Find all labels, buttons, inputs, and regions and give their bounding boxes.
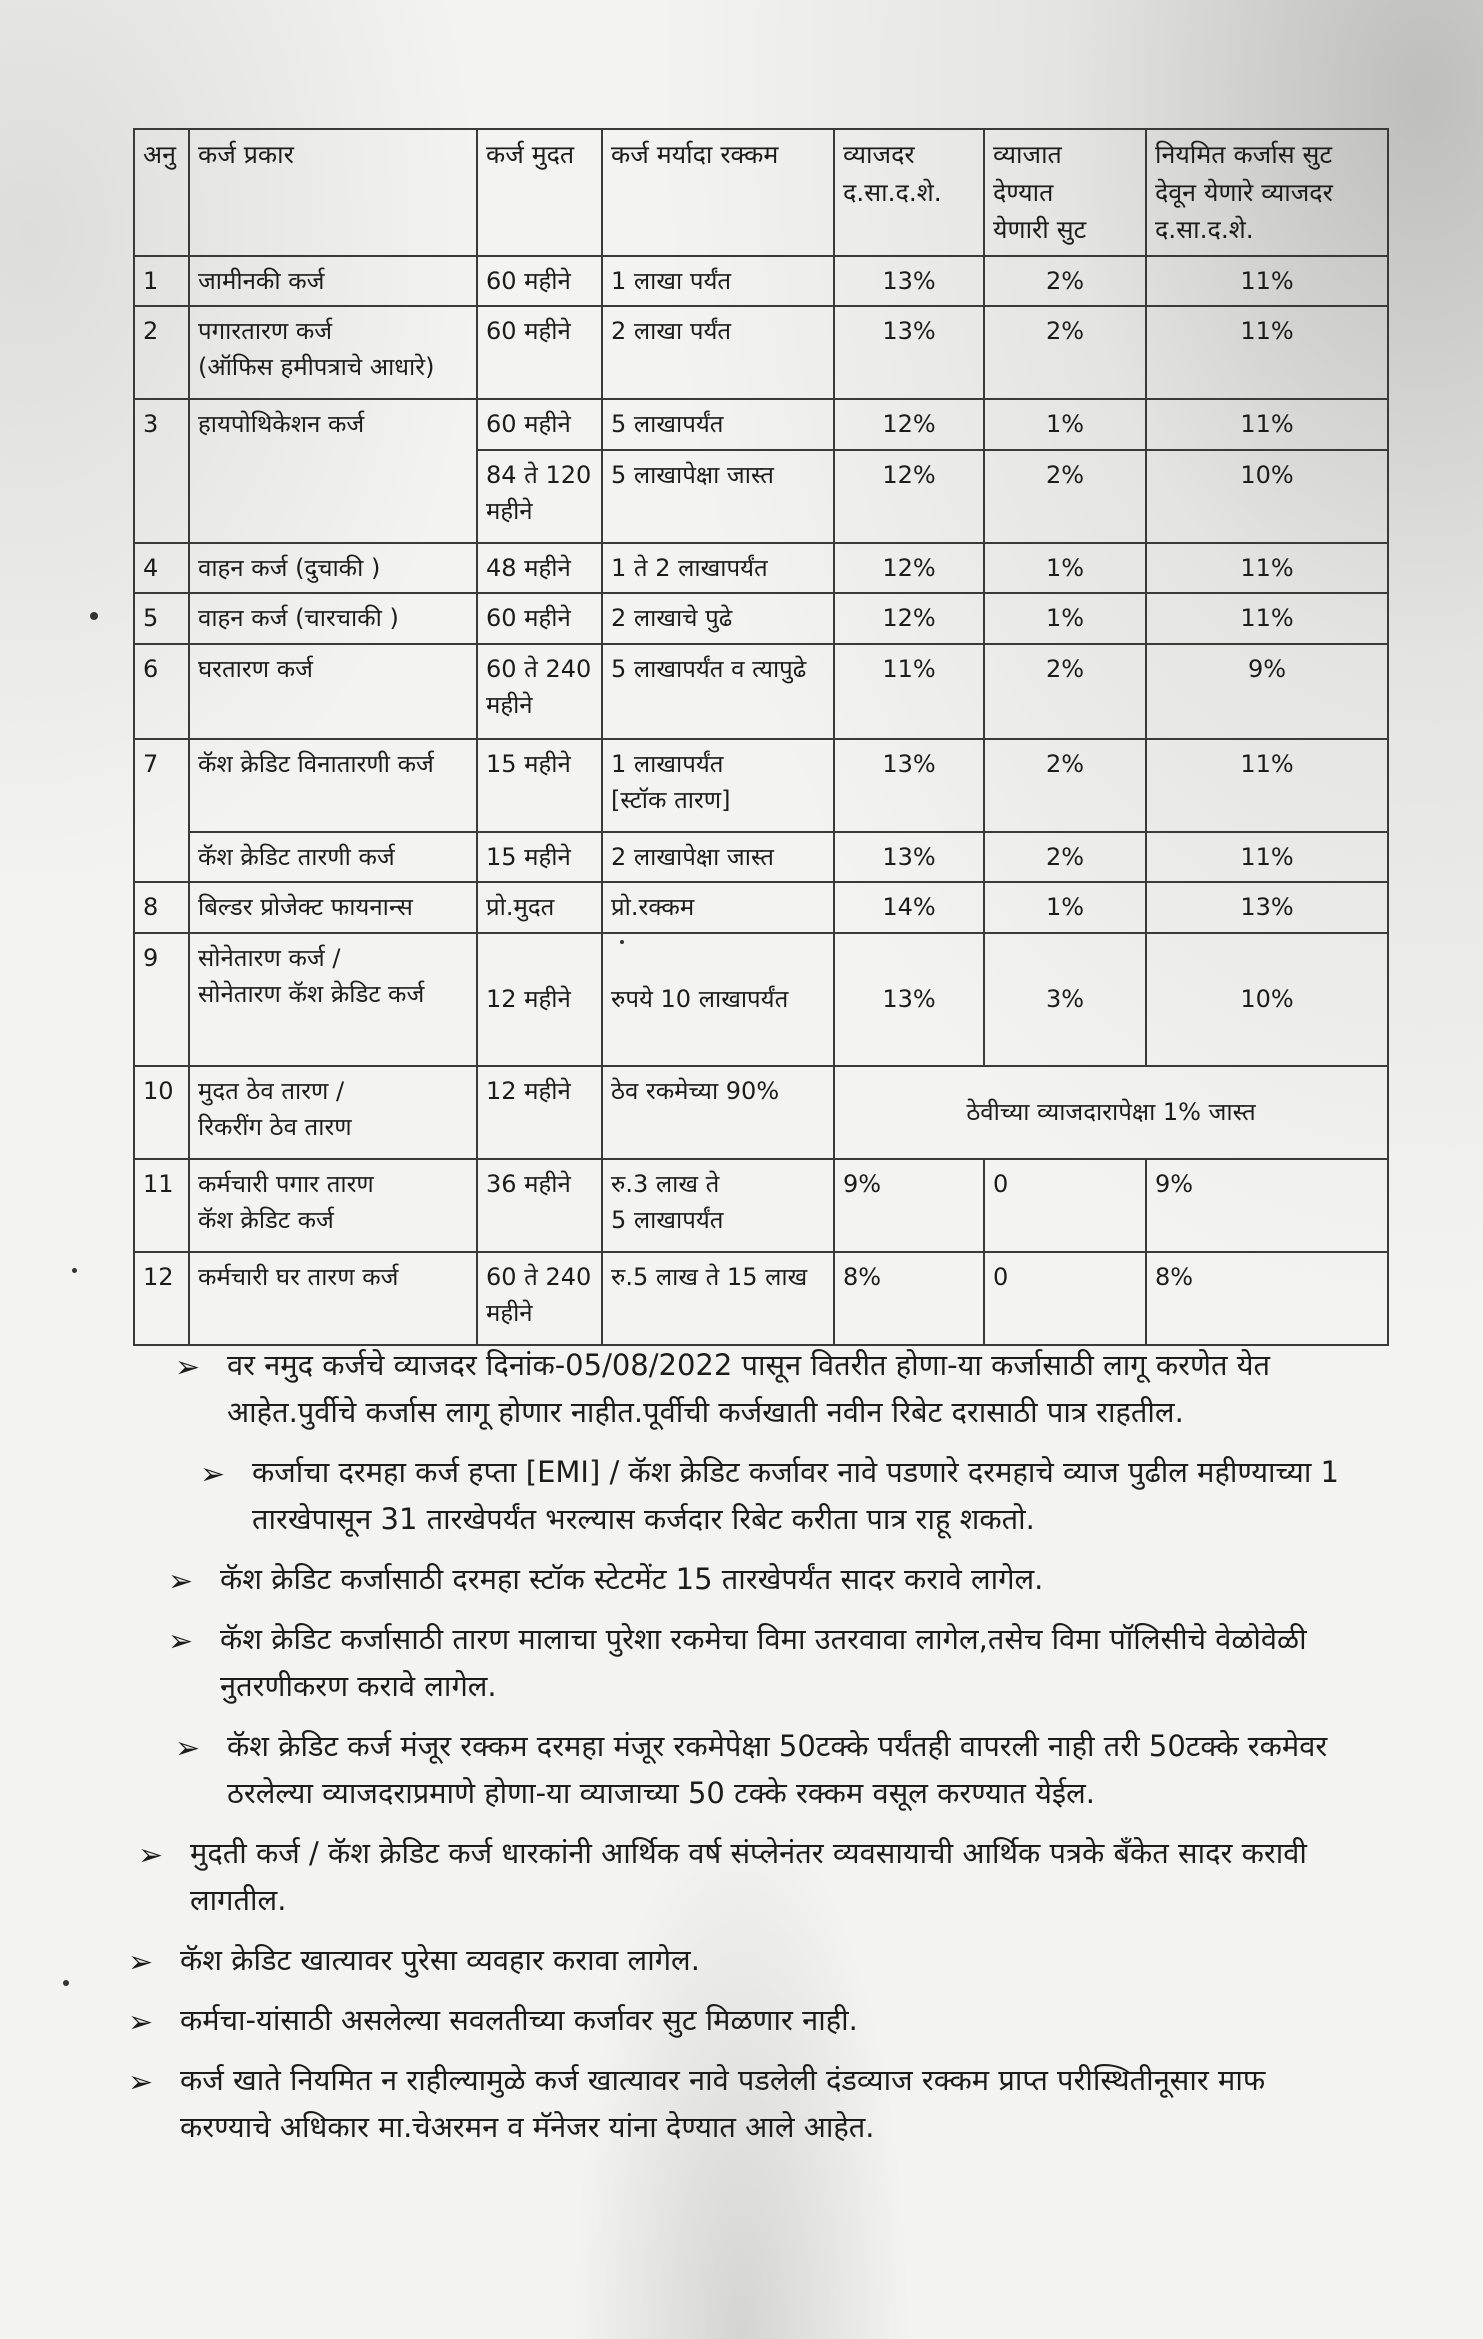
terms-notes-list (120, 1342, 1350, 2164)
list-item (175, 1723, 1350, 1817)
cell-rate: 13% (834, 256, 984, 307)
arrow-bullet-icon: ➢ (175, 1730, 201, 1766)
cell-limit: 5 लाखापर्यंत व त्यापुढे (602, 644, 834, 739)
cell-rebate: 2% (984, 256, 1146, 307)
cell-term: 15 महीने (477, 832, 602, 883)
cell-loan-type: घरतारण कर्ज (189, 644, 477, 739)
cell-rate: 12% (834, 450, 984, 543)
cell-term: प्रो.मुदत (477, 882, 602, 933)
cell-term: 48 महीने (477, 543, 602, 594)
header-rate: व्याजदर द.सा.द.शे. (834, 129, 984, 256)
table-row (134, 882, 1388, 933)
cell-net-rate: 10% (1146, 933, 1388, 1066)
table-header-row (134, 129, 1388, 256)
cell-net-rate: 13% (1146, 882, 1388, 933)
cell-term: 15 महीने (477, 739, 602, 832)
cell-rebate: 1% (984, 399, 1146, 450)
list-item (168, 1556, 1350, 1603)
table-row (134, 1159, 1388, 1252)
cell-serial: 1 (134, 256, 189, 307)
cell-net-rate: 9% (1146, 1159, 1388, 1252)
note-text: कर्ज खाते नियमित न राहील्यामुळे कर्ज खात्यावर नावे पडलेली दंडव्याज रक्कम प्राप्त परीस्थितीनूसार माफ करण्याचे अधिकार मा.चेअरमन व मॅनेजर यांना देण्यात आले आहेत. (180, 2062, 1266, 2144)
cell-net-rate: 10% (1146, 450, 1388, 543)
cell-term: 60 ते 240 महीने (477, 644, 602, 739)
table-row (134, 593, 1388, 644)
arrow-bullet-icon: ➢ (168, 1623, 194, 1659)
cell-term: 84 ते 120 महीने (477, 450, 602, 543)
arrow-bullet-icon: ➢ (168, 1563, 194, 1599)
cell-loan-type: सोनेतारण कर्ज / सोनेतारण कॅश क्रेडिट कर्ज (189, 933, 477, 1066)
cell-rebate: 2% (984, 832, 1146, 883)
cell-term: 12 महीने (477, 933, 602, 1066)
header-term: कर्ज मुदत (477, 129, 602, 256)
list-item (138, 1830, 1350, 1924)
cell-serial: 8 (134, 882, 189, 933)
list-item (128, 1997, 1350, 2044)
cell-serial: 6 (134, 644, 189, 739)
cell-term: 60 महीने (477, 593, 602, 644)
list-item (168, 1616, 1350, 1710)
cell-limit: प्रो.रक्कम (602, 882, 834, 933)
cell-rate: 13% (834, 832, 984, 883)
table-row (134, 933, 1388, 1066)
cell-limit: 1 लाखापर्यंत [स्टॉक तारण] (602, 739, 834, 832)
note-text: कर्जाचा दरमहा कर्ज हप्ता [EMI] / कॅश क्रेडिट कर्जावर नावे पडणारे दरमहाचे व्याज पुढील महीण्याच्या 1 तारखेपासून 31 तारखेपर्यंत भरल्यास कर्जदार रिबेट करीता पात्र राहू शकतो. (252, 1454, 1340, 1536)
loan-rates-table (133, 128, 1389, 1346)
cell-rebate: 0 (984, 1159, 1146, 1252)
cell-net-rate: 11% (1146, 739, 1388, 832)
cell-serial: 7 (134, 739, 189, 883)
table-row (134, 832, 1388, 883)
cell-rebate: 2% (984, 644, 1146, 739)
table-row (134, 256, 1388, 307)
cell-loan-type: हायपोथिकेशन कर्ज (189, 399, 477, 543)
cell-rebate: 2% (984, 739, 1146, 832)
header-loan-type: कर्ज प्रकार (189, 129, 477, 256)
cell-net-rate: 11% (1146, 399, 1388, 450)
cell-term: 60 महीने (477, 399, 602, 450)
table-row (134, 1066, 1388, 1159)
table-row (134, 306, 1388, 399)
list-item (175, 1342, 1350, 1436)
cell-rebate: 2% (984, 450, 1146, 543)
table-row (134, 644, 1388, 739)
cell-rebate: 1% (984, 882, 1146, 933)
cell-serial: 2 (134, 306, 189, 399)
cell-loan-type: जामीनकी कर्ज (189, 256, 477, 307)
arrow-bullet-icon: ➢ (200, 1456, 226, 1492)
list-item (128, 2057, 1350, 2151)
cell-limit: रु.3 लाख ते 5 लाखापर्यंत (602, 1159, 834, 1252)
cell-term: 60 महीने (477, 256, 602, 307)
header-rebate: व्याजात देण्यात येणारी सुट (984, 129, 1146, 256)
cell-loan-type: कर्मचारी पगार तारण कॅश क्रेडिट कर्ज (189, 1159, 477, 1252)
cell-serial: 4 (134, 543, 189, 594)
cell-loan-type: मुदत ठेव तारण / रिकरींग ठेव तारण (189, 1066, 477, 1159)
note-text: वर नमुद कर्जचे व्याजदर दिनांक-05/08/2022 पासून वितरीत होणा-या कर्जासाठी लागू करणेत येत आहेत.पुर्वीचे कर्जास लागू होणार नाहीत.पूर्वीची कर्जखाती नवीन रिबेट दरासाठी पात्र राहतील. (227, 1348, 1271, 1429)
cell-serial: 3 (134, 399, 189, 543)
cell-loan-type: कॅश क्रेडिट तारणी कर्ज (189, 832, 477, 883)
cell-term: 12 महीने (477, 1066, 602, 1159)
note-text: कर्मचा-यांसाठी असलेल्या सवलतीच्या कर्जावर सुट मिळणार नाही. (180, 2002, 858, 2037)
cell-limit: 1 ते 2 लाखापर्यंत (602, 543, 834, 594)
cell-limit: 5 लाखापेक्षा जास्त (602, 450, 834, 543)
cell-serial: 12 (134, 1252, 189, 1345)
note-text: कॅश क्रेडिट कर्जासाठी दरमहा स्टॉक स्टेटमेंट 15 तारखेपर्यंत सादर करावे लागेल. (220, 1561, 1044, 1596)
cell-rate: 14% (834, 882, 984, 933)
cell-loan-type: वाहन कर्ज (चारचाकी ) (189, 593, 477, 644)
cell-rebate: 1% (984, 543, 1146, 594)
cell-rate: 12% (834, 399, 984, 450)
cell-loan-type: वाहन कर्ज (दुचाकी ) (189, 543, 477, 594)
cell-rate: 12% (834, 593, 984, 644)
arrow-bullet-icon: ➢ (138, 1837, 164, 1873)
arrow-bullet-icon: ➢ (128, 2004, 154, 2040)
cell-limit: 1 लाखा पर्यंत (602, 256, 834, 307)
cell-rebate: 1% (984, 593, 1146, 644)
cell-net-rate: 11% (1146, 256, 1388, 307)
cell-term: 60 महीने (477, 306, 602, 399)
cell-limit: 5 लाखापर्यंत (602, 399, 834, 450)
cell-rate: 8% (834, 1252, 984, 1345)
cell-term: 36 महीने (477, 1159, 602, 1252)
note-text: कॅश क्रेडिट खात्यावर पुरेसा व्यवहार करावा लागेल. (180, 1942, 700, 1977)
cell-serial: 10 (134, 1066, 189, 1159)
cell-loan-type: कर्मचारी घर तारण कर्ज (189, 1252, 477, 1345)
cell-net-rate: 11% (1146, 593, 1388, 644)
cell-rate: 9% (834, 1159, 984, 1252)
cell-term: 60 ते 240 महीने (477, 1252, 602, 1345)
cell-limit: 2 लाखापेक्षा जास्त (602, 832, 834, 883)
header-limit: कर्ज मर्यादा रक्कम (602, 129, 834, 256)
header-serial: अनु (134, 129, 189, 256)
cell-serial: 11 (134, 1159, 189, 1252)
cell-net-rate: 8% (1146, 1252, 1388, 1345)
list-item (128, 1937, 1350, 1984)
note-text: कॅश क्रेडिट कर्ज मंजूर रक्कम दरमहा मंजूर रकमेपेक्षा 50टक्के पर्यंतही वापरली नाही तरी 50टक्के रकमेवर ठरलेल्या व्याजदराप्रमाणे होणा-या व्याजाच्या 50 टक्के रक्कम वसूल करण्यात येईल. (227, 1728, 1328, 1810)
cell-rate: 13% (834, 306, 984, 399)
cell-net-rate: 11% (1146, 543, 1388, 594)
cell-rebate: 2% (984, 306, 1146, 399)
cell-merged-rate-note: ठेवीच्या व्याजदारापेक्षा 1% जास्त (834, 1066, 1388, 1159)
cell-rate: 11% (834, 644, 984, 739)
cell-rate: 13% (834, 739, 984, 832)
arrow-bullet-icon: ➢ (175, 1350, 201, 1385)
table-row (134, 1252, 1388, 1345)
cell-net-rate: 9% (1146, 644, 1388, 739)
table-row (134, 543, 1388, 594)
cell-limit: 2 लाखाचे पुढे (602, 593, 834, 644)
list-item (200, 1449, 1350, 1543)
cell-limit: रुपये 10 लाखापर्यंत (602, 933, 834, 1066)
arrow-bullet-icon: ➢ (128, 2064, 154, 2100)
cell-serial: 5 (134, 593, 189, 644)
cell-limit: रु.5 लाख ते 15 लाख (602, 1252, 834, 1345)
note-text: कॅश क्रेडिट कर्जासाठी तारण मालाचा पुरेशा रकमेचा विमा उतरवावा लागेल,तसेच विमा पॉलिसीचे वेळोवेळी नुतरणीकरण करावे लागेल. (220, 1621, 1307, 1703)
cell-serial: 9 (134, 933, 189, 1066)
cell-loan-type: कॅश क्रेडिट विनातारणी कर्ज (189, 739, 477, 832)
table-row (134, 739, 1388, 832)
cell-rebate: 3% (984, 933, 1146, 1066)
note-text: मुदती कर्ज / कॅश क्रेडिट कर्ज धारकांनी आर्थिक वर्ष संप्लेनंतर व्यवसायाची आर्थिक पत्रके बँकेत सादर करावी लागतील. (190, 1835, 1307, 1917)
cell-loan-type: पगारतारण कर्ज (ऑफिस हमीपत्राचे आधारे) (189, 306, 477, 399)
table-row (134, 399, 1388, 450)
cell-rebate: 0 (984, 1252, 1146, 1345)
cell-rate: 12% (834, 543, 984, 594)
cell-net-rate: 11% (1146, 832, 1388, 883)
cell-limit: ठेव रकमेच्या 90% (602, 1066, 834, 1159)
cell-limit: 2 लाखा पर्यंत (602, 306, 834, 399)
cell-rate: 13% (834, 933, 984, 1066)
cell-net-rate: 11% (1146, 306, 1388, 399)
cell-loan-type: बिल्डर प्रोजेक्ट फायनान्स (189, 882, 477, 933)
arrow-bullet-icon: ➢ (128, 1944, 154, 1980)
header-net-rate: नियमित कर्जास सुट देवून येणारे व्याजदर द.सा.द.शे. (1146, 129, 1388, 256)
